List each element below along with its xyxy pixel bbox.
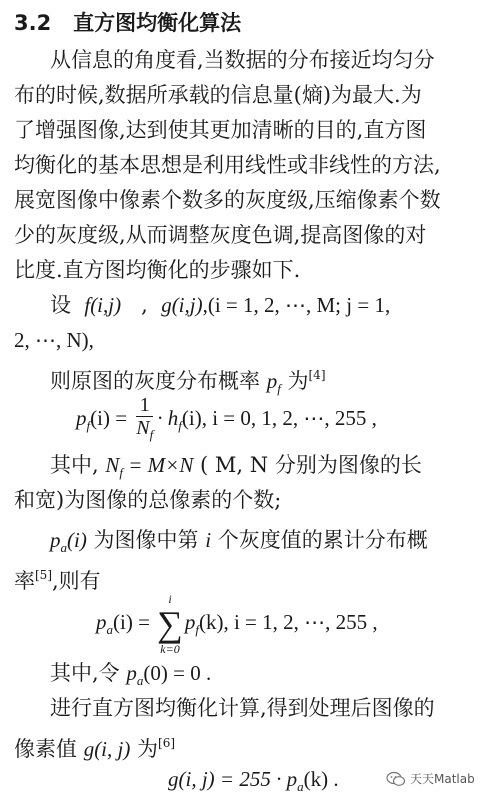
init-var: p xyxy=(126,661,137,685)
eq2-term-sub: f xyxy=(195,622,199,637)
pa-arg: (i) xyxy=(67,528,87,552)
init-prefix: 其中,令 xyxy=(50,661,120,685)
paragraph-line-7: 比度.直方图均衡化的步骤如下. xyxy=(14,258,301,282)
pa-i: i xyxy=(205,528,212,552)
eq1-lhs: p xyxy=(76,406,87,430)
init-expr: (0) = 0 . xyxy=(143,661,212,685)
equation-pa xyxy=(96,592,378,660)
index-range: ,(i = 1, 2, ⋯, M; j = 1, xyxy=(202,293,391,317)
eq1-denominator: $N_f$ xyxy=(136,417,154,443)
eq3-lhs: g(i, j) = 255 · p xyxy=(168,767,298,791)
nf-subscript: f xyxy=(119,465,124,480)
compute-g: g(i, j) xyxy=(83,737,131,761)
pa-text-2: 个灰度值的累计分布概 xyxy=(217,528,428,552)
paragraph-line-5: 展宽图像中像素个数多的灰度级,压缩像素个数 xyxy=(14,188,441,212)
eq3-sub: a xyxy=(297,779,304,794)
section-heading xyxy=(14,10,241,36)
citation-5: [5] xyxy=(35,568,52,582)
eq1-rhs: (i), i = 0, 1, 2, ⋯, 255 , xyxy=(181,406,377,430)
pa-definition-line xyxy=(50,527,428,561)
watermark xyxy=(386,770,475,787)
pa-subscript: a xyxy=(60,540,67,555)
index-range-continued: 2, ⋯, N), xyxy=(14,328,94,352)
init-line xyxy=(50,660,211,694)
section-title: 直方图均衡化算法 xyxy=(73,11,242,35)
pf-subscript: f xyxy=(277,381,281,396)
citation-4: [4] xyxy=(308,368,326,382)
eq1-h-sub: f xyxy=(178,418,182,433)
pa-text-1: 为图像中第 xyxy=(93,528,199,552)
let-definition-line xyxy=(50,292,390,318)
citation-6: [6] xyxy=(158,736,176,750)
sum-lower: k=0 xyxy=(160,642,180,657)
nf-var: N xyxy=(105,453,120,477)
paragraph-line-3: 了增强图像,达到使其更加清晰的目的,直方图 xyxy=(14,118,427,142)
nf-expr: = M×N xyxy=(123,453,194,477)
eq2-lhs-arg: (i) = xyxy=(113,610,150,634)
wechat-icon xyxy=(386,771,406,787)
f-function: f(i,j) xyxy=(84,293,122,317)
watermark-text: 天天Matlab xyxy=(410,772,475,786)
pf-var: p xyxy=(266,369,278,393)
eq1-h: · h xyxy=(157,406,179,430)
paragraph-line-4: 均衡化的基本思想是利用线性或非线性的方法, xyxy=(14,153,441,177)
paragraph-line-1: 从信息的角度看,当数据的分布接近均匀分 xyxy=(50,48,435,72)
sum-sign: ∑ xyxy=(157,604,183,645)
g-function: g(i,j) xyxy=(161,293,203,317)
sum-upper: i xyxy=(168,592,172,607)
nf-paren: ( M, N 分别为图像的长 xyxy=(200,453,422,477)
compute-line-continued: 像素值 g(i, j) 为[6] xyxy=(14,736,176,761)
nf-definition-line xyxy=(50,452,422,486)
separator-comma: , xyxy=(141,293,148,317)
nf-prefix: 其中, xyxy=(50,453,99,477)
eq2-rhs: (k), i = 1, 2, ⋯, 255 , xyxy=(198,610,378,634)
eq1-fraction xyxy=(136,394,153,446)
pa-definition-continued: 率[5],则有 xyxy=(14,568,101,593)
let-word: 设 xyxy=(50,293,71,317)
eq2-term: p xyxy=(184,610,196,634)
init-subscript: a xyxy=(136,673,144,688)
section-number: 3.2 xyxy=(14,11,52,35)
pa-var: p xyxy=(50,528,61,552)
probability-intro-suffix: 为 xyxy=(287,369,309,393)
compute-line: 进行直方图均衡化计算,得到处理后图像的 xyxy=(50,696,435,720)
paragraph-line-6: 少的灰度级,从而调整灰度色调,提高图像的对 xyxy=(14,223,427,247)
summation xyxy=(157,592,183,656)
paragraph-line-2: 布的时候,数据所承载的信息量(熵)为最大.为 xyxy=(14,83,422,107)
eq3-rhs: (k) . xyxy=(303,767,339,791)
equation-pf xyxy=(76,394,377,450)
probability-intro-text: 则原图的灰度分布概率 xyxy=(50,369,260,393)
eq1-lhs-sub: f xyxy=(86,418,91,433)
eq1-numerator: 1 xyxy=(139,394,150,417)
eq1-lhs-arg: (i) = xyxy=(90,406,128,430)
equation-g xyxy=(168,766,339,800)
eq2-lhs-sub: a xyxy=(106,622,113,637)
nf-definition-continued: 和宽)为图像的总像素的个数; xyxy=(14,488,282,512)
eq2-lhs: p xyxy=(96,610,107,634)
